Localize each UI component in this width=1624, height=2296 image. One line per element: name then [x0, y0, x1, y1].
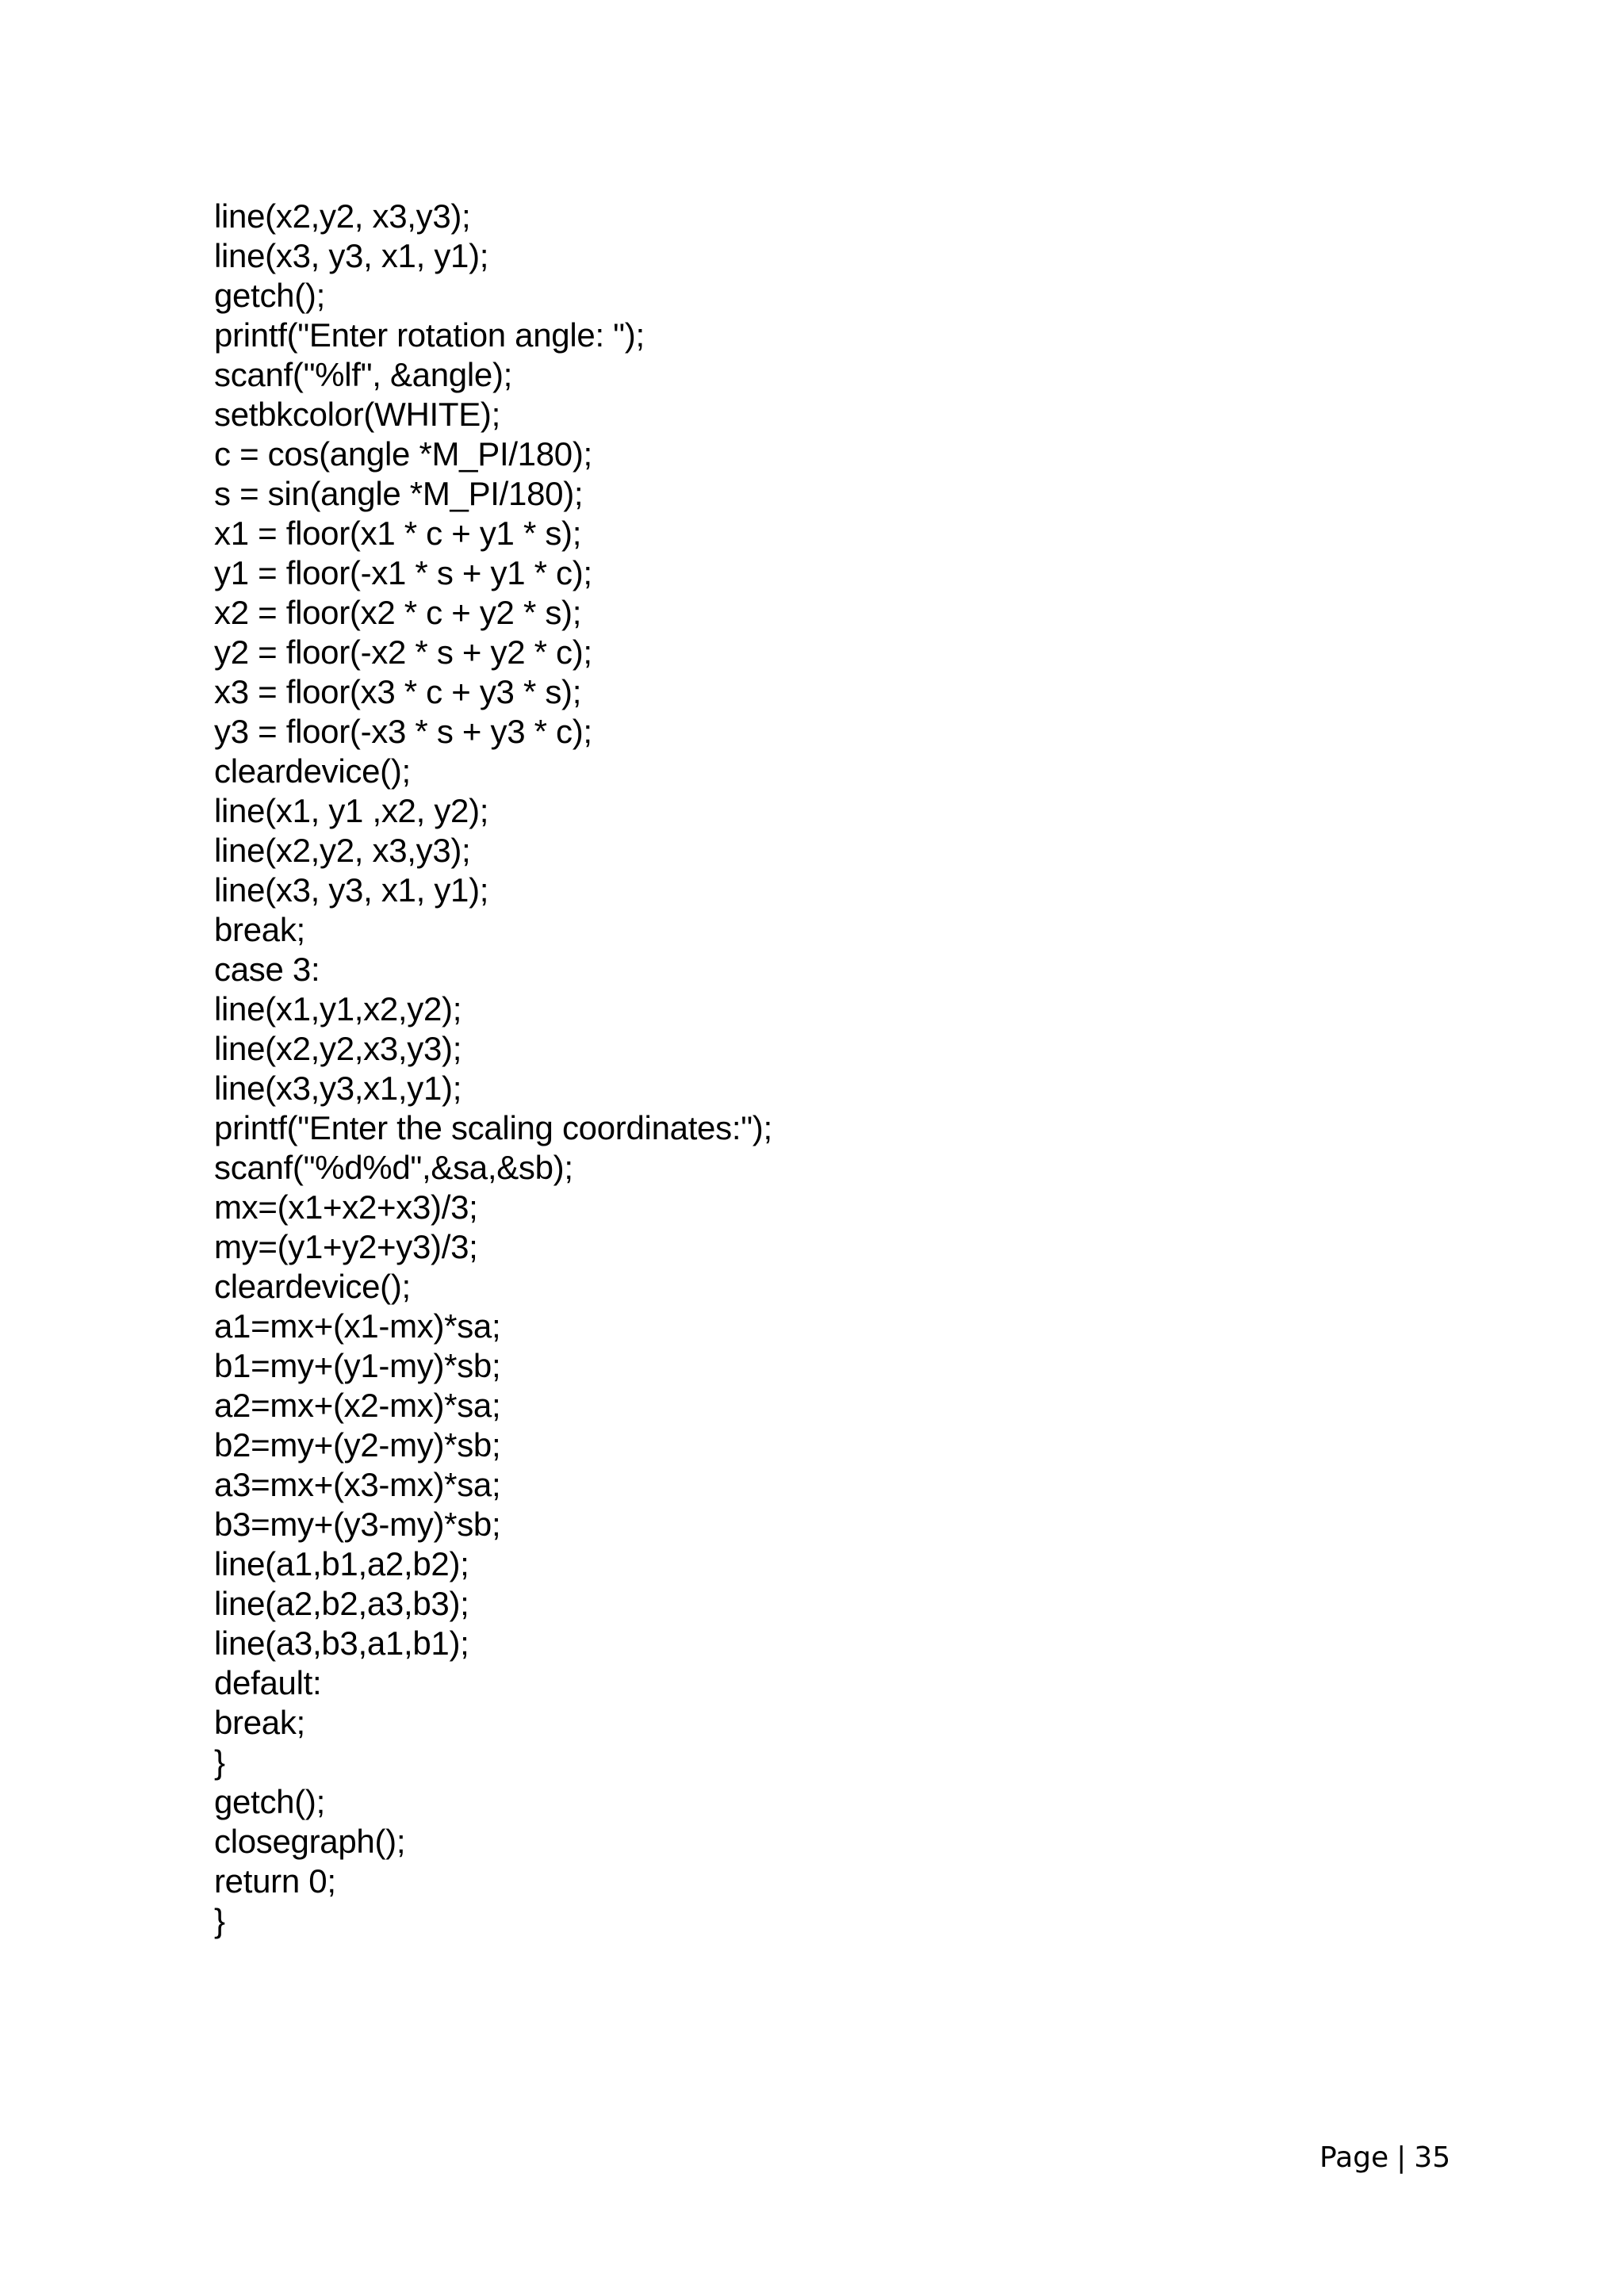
code-line: case 3:	[214, 951, 320, 988]
code-line: line(x2,y2, x3,y3);	[214, 197, 471, 235]
code-line: setbkcolor(WHITE);	[214, 396, 500, 433]
code-line: line(x3, y3, x1, y1);	[214, 237, 489, 274]
page-footer	[1320, 2141, 1450, 2175]
page-label: Page	[1320, 2141, 1389, 2174]
code-line: x3 = floor(x3 * c + y3 * s);	[214, 673, 582, 710]
code-line: line(x3,y3,x1,y1);	[214, 1070, 462, 1107]
code-listing	[214, 197, 772, 1941]
code-line: scanf("%lf", &angle);	[214, 356, 513, 393]
code-line: line(x2,y2, x3,y3);	[214, 832, 471, 869]
page-separator: |	[1396, 2141, 1407, 2174]
code-line: y3 = floor(-x3 * s + y3 * c);	[214, 713, 592, 750]
page-number: 35	[1414, 2141, 1451, 2174]
code-line: }	[214, 1902, 225, 1939]
code-line: cleardevice();	[214, 752, 411, 790]
code-line: line(a1,b1,a2,b2);	[214, 1545, 469, 1582]
code-line: y2 = floor(-x2 * s + y2 * c);	[214, 633, 592, 671]
code-line: line(x2,y2,x3,y3);	[214, 1030, 462, 1067]
code-line: a3=mx+(x3-mx)*sa;	[214, 1466, 501, 1503]
code-line: line(a3,b3,a1,b1);	[214, 1624, 469, 1662]
code-line: x2 = floor(x2 * c + y2 * s);	[214, 594, 582, 631]
code-line: closegraph();	[214, 1823, 406, 1860]
code-line: line(a2,b2,a3,b3);	[214, 1585, 469, 1622]
code-line: scanf("%d%d",&sa,&sb);	[214, 1149, 573, 1186]
code-line: printf("Enter rotation angle: ");	[214, 316, 645, 354]
code-line: my=(y1+y2+y3)/3;	[214, 1228, 478, 1265]
code-line: b1=my+(y1-my)*sb;	[214, 1347, 501, 1384]
code-line: mx=(x1+x2+x3)/3;	[214, 1188, 478, 1226]
code-line: b3=my+(y3-my)*sb;	[214, 1506, 501, 1543]
code-line: s = sin(angle *M_PI/180);	[214, 475, 584, 512]
code-line: x1 = floor(x1 * c + y1 * s);	[214, 515, 582, 552]
code-line: a1=mx+(x1-mx)*sa;	[214, 1307, 501, 1345]
code-line: y1 = floor(-x1 * s + y1 * c);	[214, 554, 592, 591]
code-line: default:	[214, 1664, 322, 1701]
code-line: break;	[214, 1704, 305, 1741]
code-line: printf("Enter the scaling coordinates:");	[214, 1109, 772, 1146]
code-line: getch();	[214, 277, 325, 314]
code-line: b2=my+(y2-my)*sb;	[214, 1426, 501, 1464]
code-line: line(x3, y3, x1, y1);	[214, 871, 489, 909]
code-line: c = cos(angle *M_PI/180);	[214, 435, 592, 473]
code-line: }	[214, 1743, 225, 1781]
code-line: return 0;	[214, 1862, 336, 1900]
code-line: a2=mx+(x2-mx)*sa;	[214, 1387, 501, 1424]
code-line: line(x1,y1,x2,y2);	[214, 990, 462, 1027]
code-line: break;	[214, 911, 305, 948]
code-line: getch();	[214, 1783, 325, 1820]
code-line: line(x1, y1 ,x2, y2);	[214, 792, 489, 829]
code-line: cleardevice();	[214, 1268, 411, 1305]
